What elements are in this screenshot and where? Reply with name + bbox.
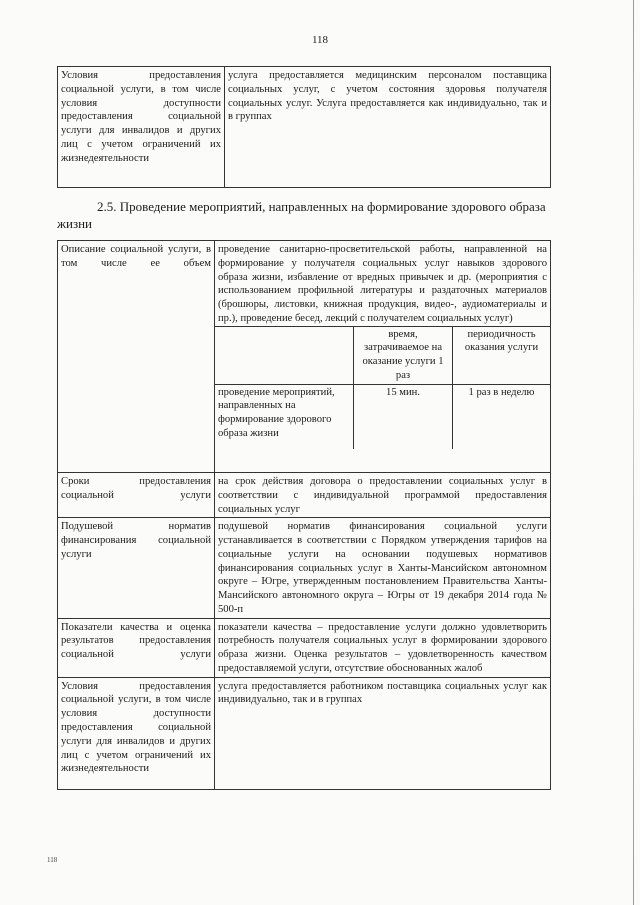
- page-number: 118: [311, 34, 329, 46]
- subtable-cell-name: проведение мероприятий, направленных на формирование здорового образа жизни: [215, 384, 354, 449]
- description-text: проведение санитарно-просветительской работы, направленной на формирование у получателя социальных услуг навыков здорового образа жизни, избавление от вредных привычек и др. (мероприятия с использованием профильной литературы и раздаточных материалов (брошюры, листовки, книжная продукция, видео-, аудиоматериалы и пр.), проведение бесед, лекций с получателем социальных услуг): [218, 244, 547, 324]
- table-row: [58, 67, 551, 188]
- subtable-header-period: периодичность оказания услуги: [453, 326, 551, 384]
- conditions-table-top: [57, 66, 551, 188]
- section-heading-text: 2.5. Проведение мероприятий, направленных на формирование здорового образа жизни: [57, 199, 546, 231]
- conditions-value: услуга предоставляется медицинским персоналом поставщика социальных услуг, с учетом состояния здоровья получателя социальных услуг. Услуга предоставляется как индивидуально, так и в группах: [225, 67, 551, 188]
- norm-text: подушевой норматив финансирования социальной услуги устанавливается в соответствии с Порядком утверждения тарифов на социальные услуги на основании подушевых нормативов финансирования социальных услуг в Ханты-Мансийском автономном округе – Югре, утвержденным постановлением Правительства Ханты-Мансийского автономного округа – Югры от 19 декабря 2014 года № 500-п: [215, 518, 551, 618]
- table-row-terms: [58, 473, 551, 518]
- norm-label: Подушевой норматив финансирования социальной услуги: [58, 518, 215, 618]
- subtable-header-time: время, затрачиваемое на оказание услуги 1 раз: [354, 326, 453, 384]
- conditions-text-bottom: услуга предоставляется работником поставщика социальных услуг как индивидуально, так и в группах: [215, 677, 551, 789]
- subtable-cell-time: 15 мин.: [354, 384, 453, 449]
- subtable-cell-period: 1 раз в неделю: [453, 384, 551, 449]
- subtable-header-row: [215, 326, 550, 384]
- table-row-norm: [58, 518, 551, 618]
- quality-label: Показатели качества и оценка результатов предоставления социальной услуги: [58, 618, 215, 677]
- quality-text: показатели качества – предоставление услуги должно удовлетворить потребность получателя социальных услуг в формировании здорового образа жизни. Оценка результатов – удовлетворенность качеством предоставляемой услуги, отсутствие обоснованных жалоб: [215, 618, 551, 677]
- service-table: [57, 240, 551, 790]
- subtable-header-blank: [215, 326, 354, 384]
- table-row-description: [58, 241, 551, 473]
- subtable-row: [215, 384, 550, 449]
- conditions-label-bottom: Условия предоставления социальной услуги, в том числе условия доступности предоставления социальной услуги для инвалидов и других лиц с учетом ограничений их жизнедеятельности: [58, 677, 215, 789]
- table-row-quality: [58, 618, 551, 677]
- description-cell: [215, 241, 551, 473]
- footer-page-mark: 118: [47, 856, 58, 864]
- terms-text: на срок действия договора о предоставлении социальных услуг в соответствии с индивидуальной программой предоставления социальных услуг: [215, 473, 551, 518]
- terms-label: Сроки предоставления социальной услуги: [58, 473, 215, 518]
- description-label: Описание социальной услуги, в том числе ее объем: [58, 241, 215, 473]
- conditions-label: Условия предоставления социальной услуги, в том числе условия доступности предоставления социальной услуги для инвалидов и других лиц с учетом ограничений их жизнедеятельности: [58, 67, 225, 188]
- table-row-conditions: [58, 677, 551, 789]
- section-heading: [57, 199, 551, 233]
- scan-edge-line: [633, 0, 634, 905]
- volume-subtable: [215, 326, 550, 449]
